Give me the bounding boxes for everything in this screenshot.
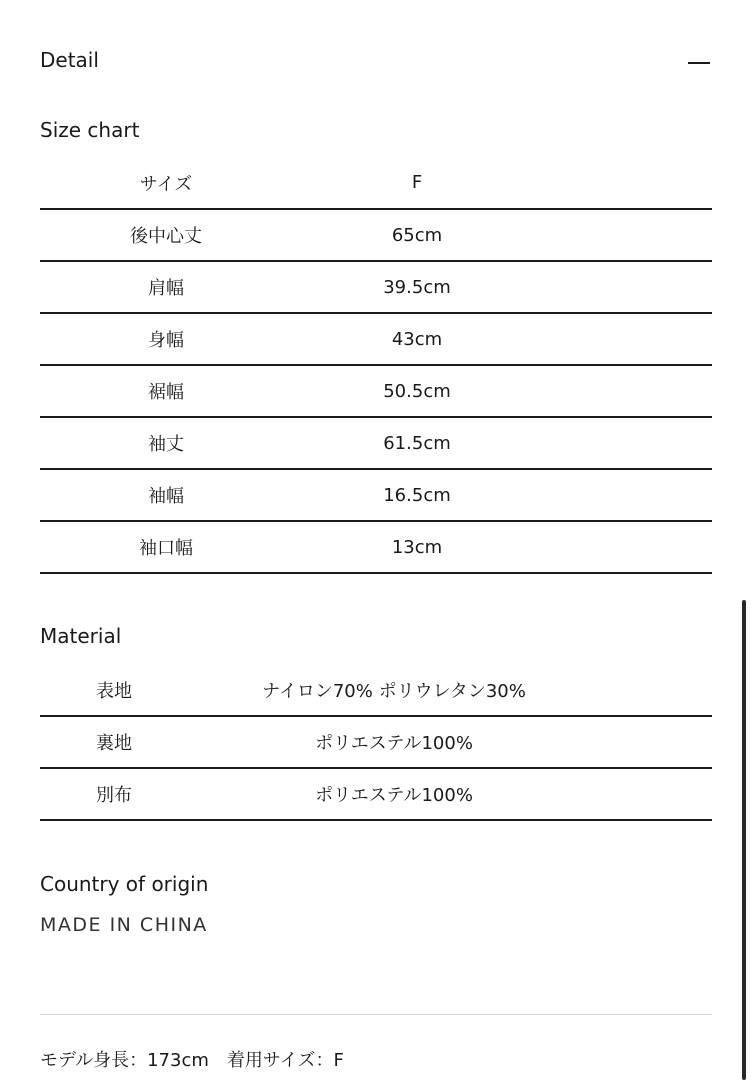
measure-label: 袖幅 — [40, 469, 292, 521]
table-row — [40, 768, 712, 820]
origin-title: Country of origin — [40, 872, 209, 896]
section-divider — [40, 1014, 712, 1015]
size-chart-table — [40, 157, 712, 574]
table-header-row — [40, 157, 712, 209]
table-row — [40, 261, 712, 313]
model-size-info: モデル身長：173cm 着用サイズ：F — [40, 1050, 344, 1071]
table-row — [40, 365, 712, 417]
measure-label: 後中心丈 — [40, 209, 292, 261]
origin-value: MADE IN CHINA — [40, 914, 208, 936]
table-row — [40, 716, 712, 768]
table-row — [40, 521, 712, 573]
material-title: Material — [40, 624, 122, 648]
material-label: 裏地 — [40, 716, 226, 768]
material-label: 表地 — [40, 664, 226, 716]
measure-label: 袖口幅 — [40, 521, 292, 573]
table-row — [40, 469, 712, 521]
measure-value: 16.5cm — [292, 469, 712, 521]
material-value: ポリエステル100% — [226, 716, 712, 768]
scrollbar[interactable] — [742, 600, 746, 1080]
size-header-value: F — [292, 157, 712, 209]
material-table — [40, 664, 712, 821]
table-row — [40, 313, 712, 365]
measure-label: 身幅 — [40, 313, 292, 365]
material-value: ポリエステル100% — [226, 768, 712, 820]
measure-value: 50.5cm — [292, 365, 712, 417]
measure-value: 39.5cm — [292, 261, 712, 313]
measure-label: 裾幅 — [40, 365, 292, 417]
measure-label: 袖丈 — [40, 417, 292, 469]
minus-icon[interactable] — [688, 62, 710, 64]
measure-value: 65cm — [292, 209, 712, 261]
measure-label: 肩幅 — [40, 261, 292, 313]
measure-value: 43cm — [292, 313, 712, 365]
size-chart-title: Size chart — [40, 118, 140, 142]
table-row — [40, 417, 712, 469]
measure-value: 61.5cm — [292, 417, 712, 469]
material-label: 別布 — [40, 768, 226, 820]
table-row — [40, 209, 712, 261]
measure-value: 13cm — [292, 521, 712, 573]
detail-title: Detail — [40, 48, 99, 72]
material-value: ナイロン70% ポリウレタン30% — [226, 664, 712, 716]
size-header-label: サイズ — [40, 157, 292, 209]
table-row — [40, 664, 712, 716]
detail-accordion-header[interactable] — [40, 44, 712, 76]
